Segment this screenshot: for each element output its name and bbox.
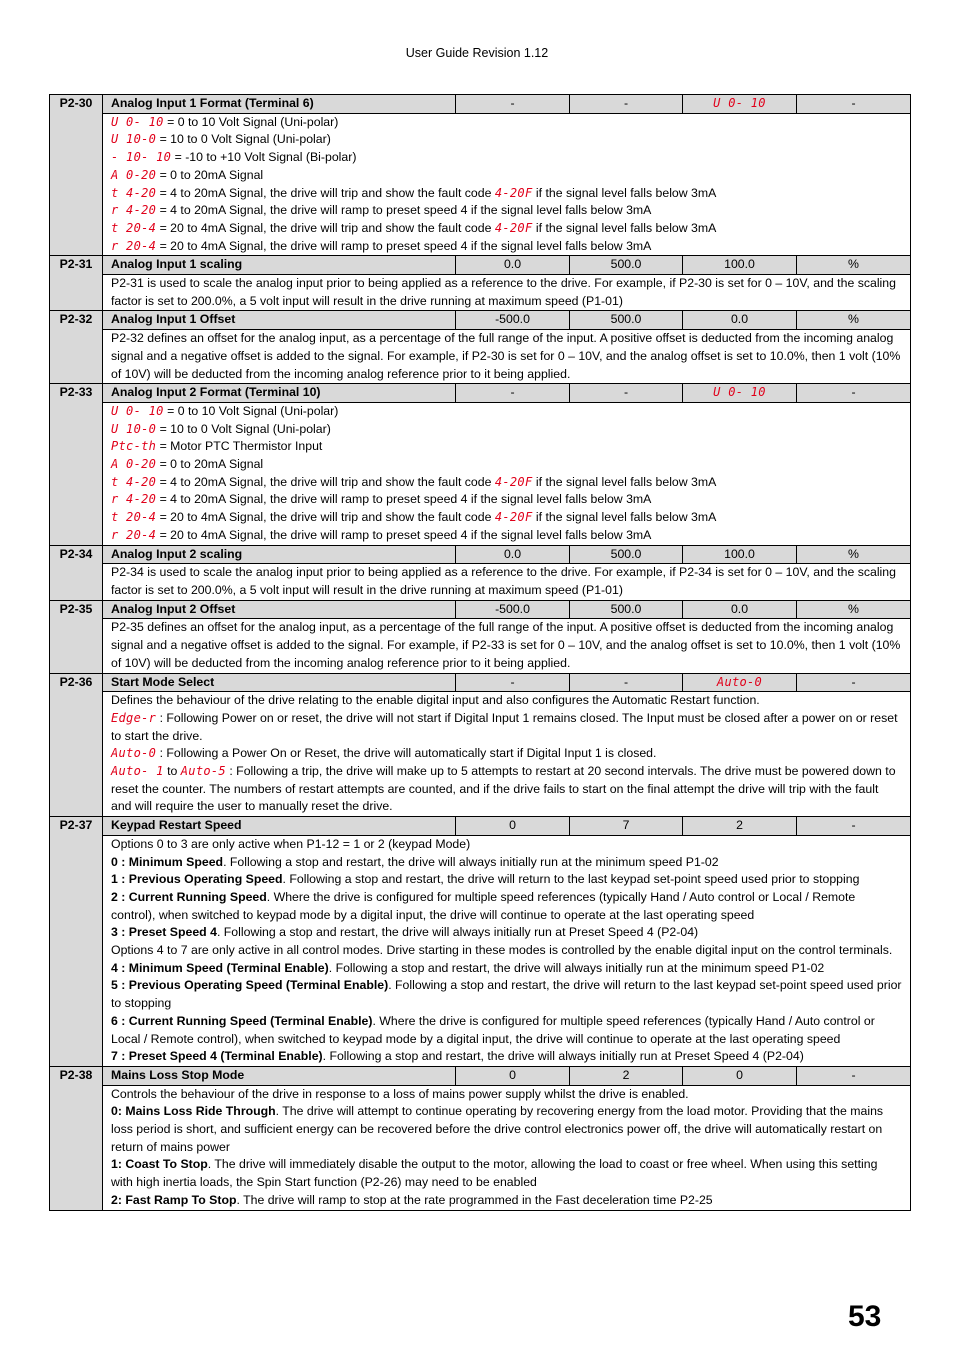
description-text: = 20 to 4mA Signal, the drive will trip and show the fault code [156,510,495,525]
parameter-description [103,402,911,545]
description-line [111,854,902,872]
option-label: 0 : Minimum Speed [111,854,224,869]
description-line [111,474,902,492]
parameter-header-row [50,1066,911,1085]
parameter-description [103,619,911,673]
parameter-description-row [50,564,911,600]
parameter-min: 0.0 [456,545,570,564]
parameter-description [103,275,911,311]
parameter-code: P2-35 [50,600,103,673]
parameter-header-row [50,384,911,403]
parameter-description [103,1085,911,1210]
parameter-default [683,384,797,403]
description-text: Options 4 to 7 are only active in all control modes. Drive starting in these modes is controlled by the enable digital input on the control terminals. [111,943,893,958]
parameter-name: Keypad Restart Speed [103,817,456,836]
description-text: Controls the behaviour of the drive in response to a loss of mains power supply whilst the drive is enabled. [111,1086,689,1101]
parameter-header-row [50,600,911,619]
description-line [111,924,902,942]
parameter-units: % [797,311,911,330]
description-text: . Following a stop and restart, the drive will return to the last keypad set-point speed used prior to stopping [111,978,902,1011]
description-text: : Following Power on or reset, the drive will not start if Digital Input 1 remains closed. The Input must be closed after a power on or reset to start the drive. [111,710,898,743]
description-text: = 0 to 20mA Signal [156,457,264,472]
segment-display-code: U 10-0 [111,132,157,147]
parameter-code: P2-34 [50,545,103,600]
parameter-units: % [797,256,911,275]
page-number: 53 [848,1300,882,1333]
segment-display-code: 4-20F [494,185,533,200]
parameter-code: P2-32 [50,311,103,384]
parameter-code: P2-33 [50,384,103,545]
parameter-description-row [50,619,911,673]
description-text: if the signal level falls below 3mA [532,220,717,235]
description-text: = 4 to 20mA Signal, the drive will trip and show the fault code [156,185,495,200]
description-text: . Where the drive is configured for multiple speed references (typically Hand / Auto control or Local / Remote control), when switched to keypad mode by a digital input, the drive will continue to operate at the last operating speed [111,1013,875,1046]
parameter-min: -500.0 [456,311,570,330]
parameter-max: 500.0 [570,600,683,619]
description-line [111,491,902,509]
segment-display-code: - 10- 10 [111,150,172,165]
description-text: = 20 to 4mA Signal, the drive will ramp to preset speed 4 if the signal level falls below 3mA [156,238,652,253]
parameter-max: - [570,384,683,403]
description-text: . The drive will attempt to continue operating by recovering energy from the load motor. Providing that the mains loss period is short, and sufficient energy can be recovered before the drive control electronics power off, the drive will automatically restart on return of mains power [111,1104,884,1154]
option-label: 2 : Current Running Speed [111,889,267,904]
parameter-units: % [797,545,911,564]
description-line [111,421,902,439]
parameter-code: P2-36 [50,673,103,817]
parameter-max: 2 [570,1066,683,1085]
parameter-units: - [797,95,911,114]
description-line [111,889,902,924]
parameter-min: 0 [456,1066,570,1085]
option-label: 6 : Current Running Speed (Terminal Enable) [111,1013,373,1028]
segment-display-code: A 0-20 [111,167,157,182]
option-label: 3 : Preset Speed 4 [111,925,217,940]
segment-display-code: t 4-20 [111,474,157,489]
description-line [111,527,902,545]
parameter-header-row [50,256,911,275]
parameter-description-row [50,692,911,817]
description-line [111,456,902,474]
segment-display-code: r 20-4 [111,238,157,253]
description-line [111,185,902,203]
segment-display-value: U 0- 10 [713,96,766,110]
segment-display-code: U 0- 10 [111,403,164,418]
parameter-code: P2-30 [50,95,103,256]
description-text: . Following a stop and restart, the drive will always initially run at the minimum speed P1-02 [223,854,719,869]
parameter-description [103,564,911,600]
parameter-description-row [50,275,911,311]
description-text: if the signal level falls below 3mA [532,510,717,525]
segment-display-code: r 20-4 [111,527,157,542]
segment-display-value: Auto-0 [716,674,763,689]
option-label: 1: Coast To Stop [111,1157,208,1172]
segment-display-code: 4-20F [494,510,533,525]
segment-display-code: t 4-20 [111,185,157,200]
description-line [111,131,902,149]
parameter-name: Analog Input 2 Format (Terminal 10) [103,384,456,403]
description-text: to [163,764,181,779]
description-line [111,114,902,132]
description-line [111,220,902,238]
description-text: = 10 to 0 Volt Signal (Uni-polar) [156,421,331,436]
segment-display-value: U 0- 10 [713,385,766,400]
description-text: = 4 to 20mA Signal, the drive will trip and show the fault code [156,474,495,489]
parameter-description-row [50,330,911,384]
segment-display-code: t 20-4 [111,220,157,235]
description-text: = 0 to 10 Volt Signal (Uni-polar) [163,114,339,129]
option-label: 2: Fast Ramp To Stop [111,1192,237,1207]
parameter-description [103,113,911,256]
description-line [111,275,902,310]
parameter-header-row [50,95,911,114]
description-text: P2-31 is used to scale the analog input prior to being applied as a reference to the drive. For example, if P2-30 is set for 0 – 10V, and the scaling factor is set to 200.0%, a 5 volt input will result in the drive running at maximum speed (P1-01) [111,276,896,308]
parameter-default: 0 [683,1066,797,1085]
description-text: . The drive will immediately disable the output to the motor, allowing the load to coast or free wheel. When using this setting with high inertia loads, the Spin Start function (P2-26) may need to be enabled [111,1157,878,1190]
parameter-max: 500.0 [570,311,683,330]
description-text: = Motor PTC Thermistor Input [156,439,323,454]
parameter-default: 0.0 [683,600,797,619]
description-text: = 4 to 20mA Signal, the drive will ramp to preset speed 4 if the signal level falls below 3mA [156,203,652,218]
description-text: = 0 to 10 Volt Signal (Uni-polar) [163,403,339,418]
parameter-default [683,95,797,114]
description-text: = -10 to +10 Volt Signal (Bi-polar) [171,150,357,165]
parameter-description-row [50,835,911,1066]
description-line [111,167,902,185]
parameter-code: P2-31 [50,256,103,311]
description-line [111,149,902,167]
description-line [111,1086,902,1104]
parameter-min: 0.0 [456,256,570,275]
description-line [111,763,902,816]
parameter-default: 2 [683,817,797,836]
parameter-min: 0 [456,817,570,836]
description-text: . Following a stop and restart, the drive will always initially run at Preset Speed 4 (P2-04) [216,925,699,940]
segment-display-code: 4-20F [494,220,533,235]
description-line [111,871,902,889]
parameter-header-row [50,817,911,836]
description-line [111,202,902,220]
option-label: 7 : Preset Speed 4 (Terminal Enable) [111,1049,323,1064]
parameter-header-row [50,311,911,330]
description-text: : Following a trip, the drive will make up to 5 attempts to restart at 20 second intervals. The drive must be powered down to reset the counter. The numbers of restart attempts are counted, and if the drive fails to start on the final attempt the drive will trip with the fault and will require the user to manually reset the drive. [111,764,896,814]
description-line [111,619,902,672]
parameter-max: - [570,673,683,692]
description-line [111,330,902,383]
description-text: = 4 to 20mA Signal, the drive will ramp to preset speed 4 if the signal level falls below 3mA [156,492,652,507]
parameter-default: 100.0 [683,545,797,564]
segment-display-code: Auto-0 [111,746,157,761]
segment-display-code: U 0- 10 [111,114,164,129]
description-line [111,1192,902,1210]
parameter-table [49,94,911,1211]
description-text: Options 0 to 3 are only active when P1-12 = 1 or 2 (keypad Mode) [111,836,471,851]
parameter-max: - [570,95,683,114]
parameter-min: -500.0 [456,600,570,619]
parameter-units: - [797,1066,911,1085]
parameter-min: - [456,673,570,692]
parameter-min: - [456,384,570,403]
parameter-units: % [797,600,911,619]
parameter-header-row [50,545,911,564]
segment-display-code: Auto-5 [180,764,226,779]
description-line [111,403,902,421]
description-line [111,509,902,527]
parameter-code: P2-38 [50,1066,103,1210]
description-text: P2-34 is used to scale the analog input prior to being applied as a reference to the drive. For example, if P2-34 is set for 0 – 10V, and the scaling factor is set to 200.0%, a 5 volt input will result in the drive running at maximum speed (P1-01) [111,565,896,597]
description-line [111,692,902,710]
description-text: . Where the drive is configured for multiple speed references (typically Hand / Auto control or Local / Remote control), when switched to keypad mode by a digital input, the drive will continue to operate at the last operating speed [111,889,856,922]
option-label: 4 : Minimum Speed (Terminal Enable) [111,960,329,975]
segment-display-code: 4-20F [494,474,533,489]
option-label: 0: Mains Loss Ride Through [111,1104,276,1119]
description-line [111,745,902,763]
description-line [111,942,902,960]
parameter-name: Start Mode Select [103,673,456,692]
description-text: Defines the behaviour of the drive relating to the enable digital input and also configures the Automatic Restart function. [111,693,760,708]
description-line [111,1103,902,1156]
parameter-header-row [50,673,911,692]
description-line [111,1048,902,1066]
description-text: = 10 to 0 Volt Signal (Uni-polar) [156,132,331,147]
parameter-description-row [50,113,911,256]
parameter-code: P2-37 [50,817,103,1067]
parameter-default: 0.0 [683,311,797,330]
description-line [111,977,902,1012]
description-line [111,1156,902,1191]
description-text: if the signal level falls below 3mA [532,185,717,200]
description-text: P2-35 defines an offset for the analog input, as a percentage of the full range of the input. A positive offset is deducted from the incoming analog signal and a negative offset is added to the signal. For example, if P2-33 is set for 0 – 10V, and the analog offset is set to 10.0%, then 1 volt (10% of 10V) will be deducted from the incoming analog reference prior to it being applied. [111,620,901,670]
segment-display-code: Auto- 1 [111,764,164,779]
segment-display-code: r 4-20 [111,203,157,218]
parameter-max: 500.0 [570,256,683,275]
segment-display-code: t 20-4 [111,510,157,525]
parameter-description-row [50,1085,911,1210]
parameter-name: Mains Loss Stop Mode [103,1066,456,1085]
parameter-name: Analog Input 1 Offset [103,311,456,330]
segment-display-code: U 10-0 [111,421,157,436]
description-line [111,836,902,854]
description-line [111,564,902,599]
page-header: User Guide Revision 1.12 [405,46,549,60]
description-text: = 20 to 4mA Signal, the drive will trip and show the fault code [156,220,495,235]
parameter-description [103,692,911,817]
parameter-max: 500.0 [570,545,683,564]
description-line [111,238,902,256]
description-text: . Following a stop and restart, the drive will return to the last keypad set-point speed used prior to stopping [282,872,860,887]
parameter-description [103,835,911,1066]
parameter-max: 7 [570,817,683,836]
description-text: = 0 to 20mA Signal [156,167,264,182]
parameter-description-row [50,402,911,545]
parameter-min: - [456,95,570,114]
parameter-name: Analog Input 1 Format (Terminal 6) [103,95,456,114]
description-text: . The drive will ramp to stop at the rate programmed in the Fast deceleration time P2-25 [236,1192,713,1207]
description-line [111,1013,902,1048]
description-line [111,960,902,978]
parameter-default [683,673,797,692]
option-label: 1 : Previous Operating Speed [111,872,283,887]
description-line [111,438,902,456]
description-text: . Following a stop and restart, the drive will always initially run at the minimum speed P1-02 [328,960,825,975]
parameter-default: 100.0 [683,256,797,275]
parameter-name: Analog Input 1 scaling [103,256,456,275]
description-text: . Following a stop and restart, the drive will always initially run at Preset Speed 4 (P2-04) [322,1049,804,1064]
description-line [111,710,902,745]
parameter-units: - [797,384,911,403]
parameter-description [103,330,911,384]
description-text: : Following a Power On or Reset, the drive will automatically start if Digital Input 1 is closed. [156,746,657,761]
segment-display-code: Edge-r [111,710,157,725]
segment-display-code: Ptc-th [111,439,157,454]
parameter-units: - [797,817,911,836]
description-text: = 20 to 4mA Signal, the drive will ramp to preset speed 4 if the signal level falls below 3mA [156,527,652,542]
description-text: P2-32 defines an offset for the analog input, as a percentage of the full range of the input. A positive offset is deducted from the incoming analog signal and a negative offset is added to the signal. For example, if P2-30 is set for 0 – 10V, and the analog offset is set to 10.0%, then 1 volt (10% of 10V) will be deducted from the incoming analog reference prior to it being applied. [111,331,901,381]
parameter-name: Analog Input 2 Offset [103,600,456,619]
parameter-units: - [797,673,911,692]
parameter-name: Analog Input 2 scaling [103,545,456,564]
segment-display-code: r 4-20 [111,492,157,507]
description-text: if the signal level falls below 3mA [532,474,717,489]
segment-display-code: A 0-20 [111,457,157,472]
option-label: 5 : Previous Operating Speed (Terminal Enable) [111,978,389,993]
